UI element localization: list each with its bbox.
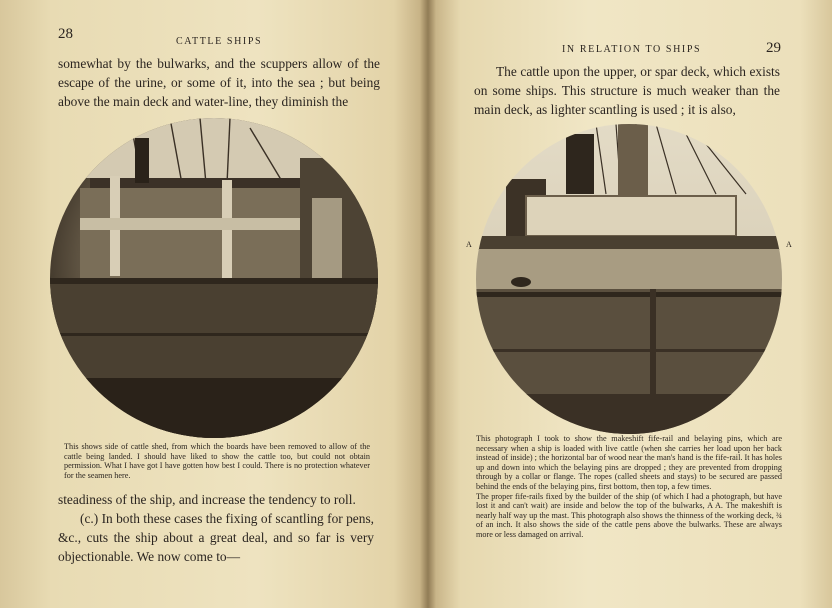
marker-a-left: A [466,240,472,249]
right-running-head: IN RELATION TO SHIPS [562,44,702,55]
fife-rail-photo [476,124,782,434]
left-top-text: somewhat by the bulwarks, and the scuppers allow of the escape of the urine, or some of it, into the sea ; but being above the main deck and water-line, they diminish the [58,56,380,109]
book-gutter [420,0,436,608]
right-top-paragraph [474,62,780,119]
left-bottom-text-1: steadiness of the ship, and increase the tendency to roll. [58,492,356,507]
right-photo-caption [476,434,782,540]
right-page [428,0,832,608]
right-caption-text-2: The proper fife-rails fixed by the builder of the ship (of which I had a photograph, but have lost it and can't wait) are inside and below the top of the bulwarks, A A. The makeshift is nearly half way up the mast. This photograph also shows the thinness of the working deck, ¾ of an inch. It also shows the side of the cattle pens above the bulwarks. These are always more or less damaged on arrival. [476,491,782,539]
left-page-number: 28 [58,26,73,42]
right-page-number: 29 [766,40,781,56]
left-bottom-paragraphs [58,490,374,566]
cattle-shed-photo [50,118,378,438]
right-caption-text-1: This photograph I took to show the makeshift fife-rail and belaying pins, which are necessary when a ship is loaded with live cattle (when she carries her load upon her back instead of inside) ; the horizontal bar of wood near the man's hand is the fife-rail. It has holes up and down into which the belaying pins are dropped ; they are prevented from dropping through by a collar or flange. The ropes (called sheets and stays) to be secured are passed behind the ends of the belaying pins, first bottom, then top, a few times. [476,434,782,491]
left-photo-caption [64,442,370,480]
left-top-paragraph [58,54,380,111]
left-bottom-text-2: (c.) In both these cases the fixing of scantling for pens, &c., cuts the ship about a great deal, and so far is very objectionable. We now come to— [58,511,374,564]
right-top-text: The cattle upon the upper, or spar deck, which exists on some ships. This structure is much weaker than the main deck, as lighter scantling is used ; it is also, [474,64,780,117]
marker-a-right: A [786,240,792,249]
left-caption-text: This shows side of cattle shed, from which the boards have been removed to allow of the cattle being landed. I should have liked to show the cattle too, but could not obtain permission. What I have got I have gotten how best I could. There is no protection whatever for the seamen here. [64,442,370,480]
left-running-head: CATTLE SHIPS [176,36,263,47]
